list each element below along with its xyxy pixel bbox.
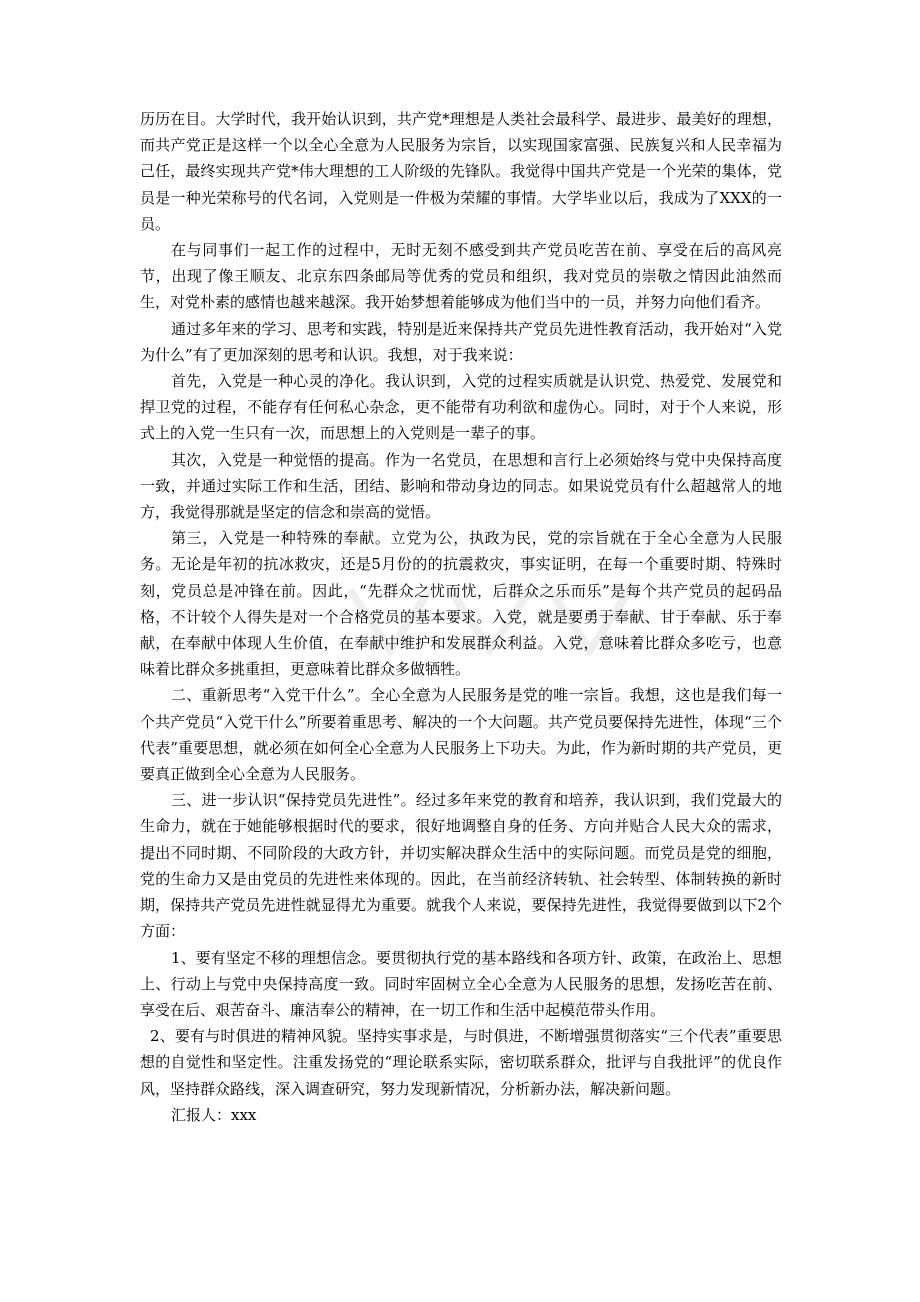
paragraph-2: 在与同事们一起工作的过程中，无时无刻不感受到共产党员吃苦在前、享受在后的高风亮节，出现了像王顺友、北京东四条邮局等优秀的党员和组织，我对党员的崇敬之情因此油然而生，对党朴素的感情也越来越深。我开始梦想着能够成为他们当中的一员，并努力向他们看齐。: [140, 241, 782, 312]
paragraph-5: 其次，入党是一种觉悟的提高。作为一名党员，在思想和言行上必须始终与党中央保持高度一致，并通过实际工作和生活，团结、影响和带动身边的同志。如果说党员有什么超越常人的地方，我觉得那就是坚定的信念和崇高的觉悟。: [140, 450, 782, 522]
paragraph-4: 首先，入党是一种心灵的净化。我认识到，入党的过程实质就是认识党、热爱党、发展党和捍卫党的过程，不能存有任何私心杂念，更不能带有功利欲和虚伪心。同时，对于个人来说，形式上的入党一生只有一次，而思想上的入党则是一辈子的事。: [140, 372, 782, 443]
document-body: [140, 106, 782, 1128]
signature-line: 汇报人：xxx: [171, 1105, 257, 1124]
paragraph-8: 三、进一步认识“保持党员先进性”。经过多年来党的教育和培养，我认识到，我们党最大的生命力，就在于她能够根据时代的要求，很好地调整自身的任务、方向并贴合人民大众的需求，提出不同时期、不同阶段的大政方针，并切实解决群众生活中的实际问题。而党员是党的细胞，党的生命力又是由党员的先进性来体现的。因此，在当前经济转轨、社会转型、体制转换的新时期，保持共产党员先进性就显得尤为重要。就我个人来说，要保持先进性，我觉得要做到以下2个方面：: [140, 791, 782, 941]
paragraph-7: 二、重新思考“入党干什么”。全心全意为人民服务是党的唯一宗旨。我想，这也是我们每一个共产党员“入党干什么”所要着重思考、解决的一个大问题。共产党员要保持先进性，体现“三个代表”重要思想，就必须在如何全心全意为人民服务上下功夫。为此，作为新时期的共产党员，更要真正做到全心全意为人民服务。: [140, 686, 782, 784]
paragraph-6: 第三，入党是一种特殊的奉献。立党为公，执政为民，党的宗旨就在于全心全意为人民服务。无论是年初的抗冰救灾，还是5月份的的抗震救灾，事实证明，在每一个重要时期、特殊时刻，党员总是冲锋在前。因此，“先群众之忧而忧，后群众之乐而乐”是每个共产党员的起码品格，不计较个人得失是对一个合格党员的基本要求。入党，就是要勇于奉献、甘于奉献、乐于奉献，在奉献中体现人生价值，在奉献中维护和发展群众利益。入党，意味着比群众多吃亏，也意味着比群众多挑重担，更意味着比群众多做牺牲。: [140, 529, 782, 679]
paragraph-3: 通过多年来的学习、思考和实践，特别是近来保持共产党员先进性教育活动，我开始对“入党为什么”有了更加深刻的思考和认识。我想，对于我来说：: [140, 319, 782, 364]
paragraph-9: 1、要有坚定不移的理想信念。要贯彻执行党的基本路线和各项方针、政策，在政治上、思想上、行动上与党中央保持高度一致。同时牢固树立全心全意为人民服务的思想，发扬吃苦在前、享受在后、艰苦奋斗、廉洁奉公的精神，在一切工作和生活中起模范带头作用。: [140, 948, 782, 1019]
paragraph-1: 历历在目。大学时代，我开始认识到，共产党*理想是人类社会最科学、最进步、最美好的理想，而共产党正是这样一个以全心全意为人民服务为宗旨，以实现国家富强、民族复兴和人民幸福为己任，最终实现共产党*伟大理想的工人阶级的先锋队。我觉得中国共产党是一个光荣的集体，党员是一种光荣称号的代名词，入党则是一件极为荣耀的事情。大学毕业以后，我成为了XXX的一员。: [140, 110, 782, 233]
paragraph-10: 2、要有与时俱进的精神风貌。坚持实事求是，与时俱进，不断增强贯彻落实“三个代表”重要思想的自觉性和坚定性。注重发扬党的“理论联系实际，密切联系群众，批评与自我批评”的优良作风，坚持群众路线，深入调查研究，努力发现新情况，分析新办法，解决新问题。: [140, 1027, 782, 1098]
